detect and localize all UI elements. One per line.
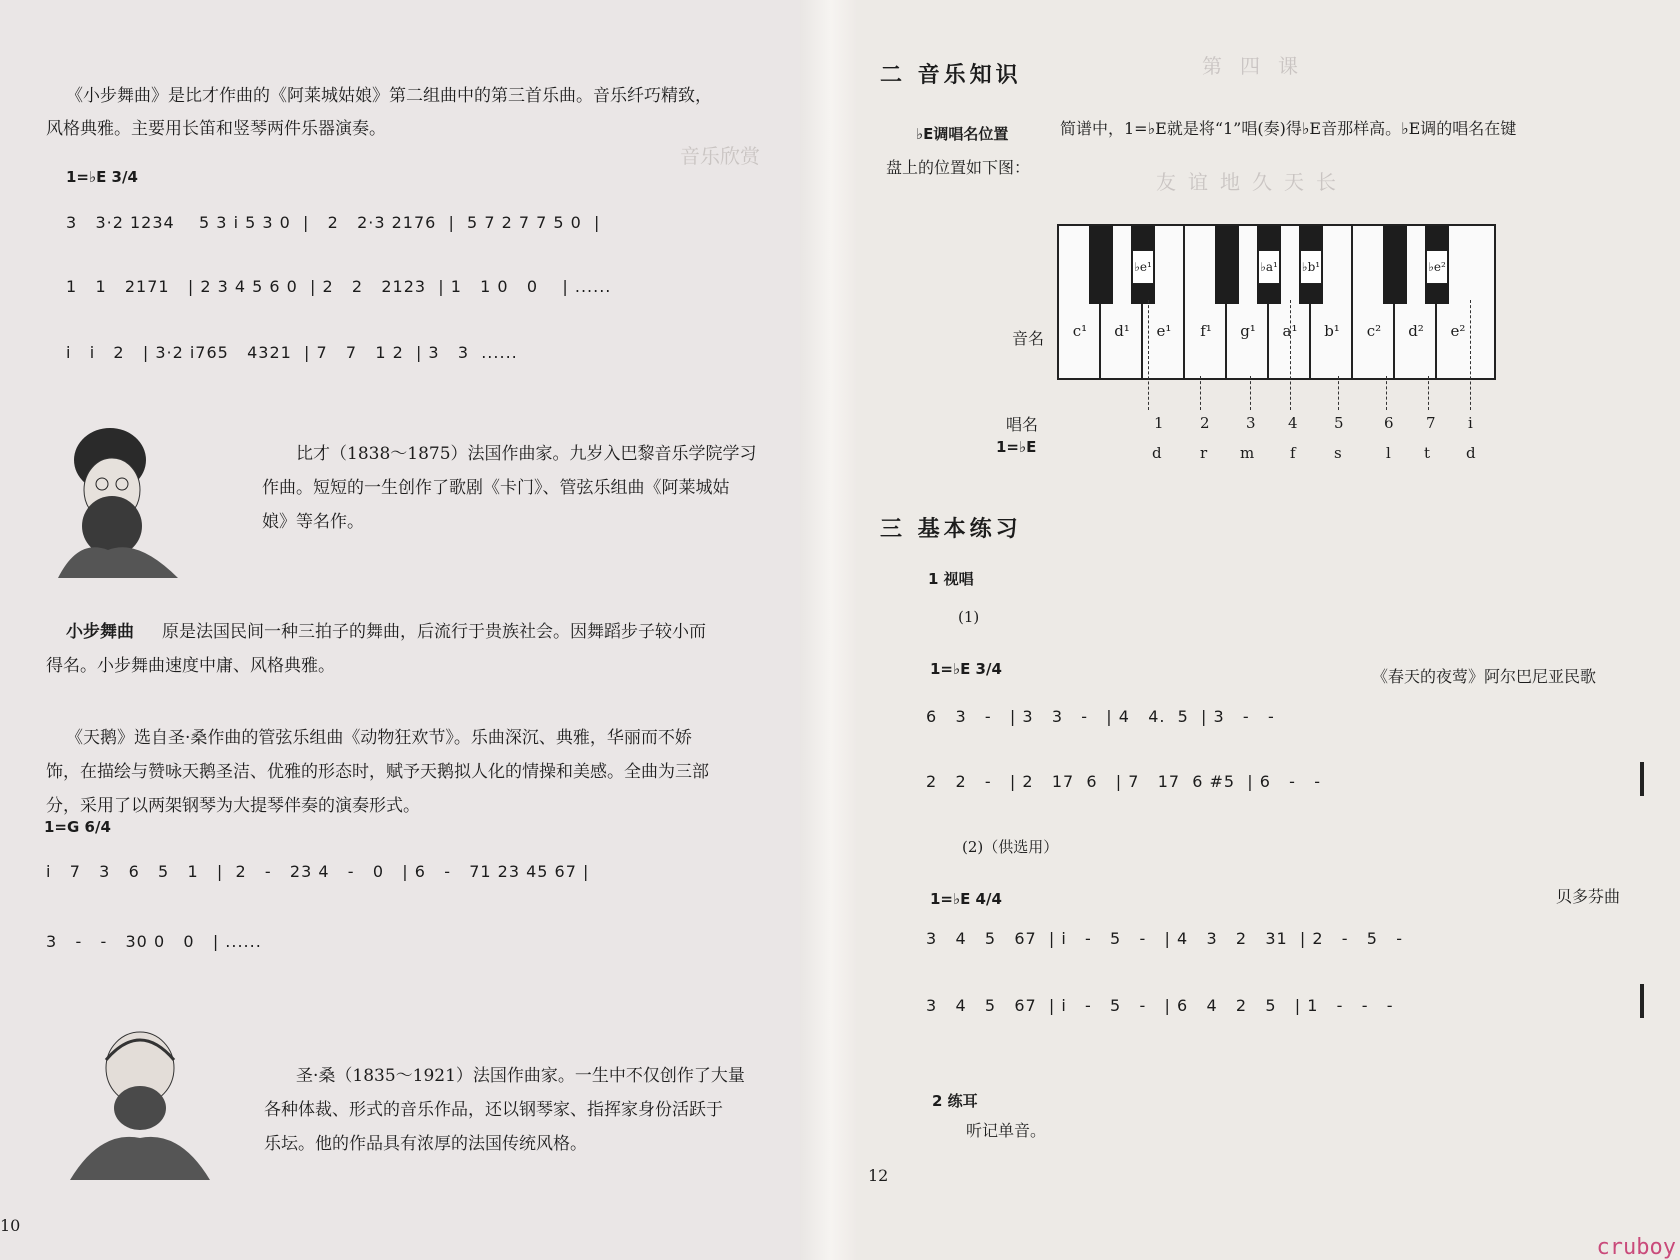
book-gutter (800, 0, 856, 1260)
scale-number: 1 (1154, 414, 1164, 432)
note-label: e² (1450, 322, 1466, 340)
scale-number: 4 (1288, 414, 1298, 432)
score-row: 6 3 - | 3 3 - | 4 4. 5 | 3 - - (926, 707, 1275, 726)
minuet-term: 小步舞曲 (66, 622, 134, 642)
exercise-number: (1) (958, 608, 980, 626)
score-row: 3 3·2 1234 5 3 i 5 3 0 | 2 2·3 2176 | 5 7 2 7 7 5 0 | (66, 213, 601, 232)
leader-line (1148, 300, 1149, 410)
leader-line (1200, 376, 1201, 410)
saint-saens-portrait (60, 1020, 220, 1180)
saens-bio-3: 乐坛。他的作品具有浓厚的法国传统风格。 (264, 1134, 587, 1154)
black-key (1089, 226, 1113, 304)
score-row: 2 2 - | 2 17 6 | 7 17 6 #5 | 6 - - (926, 772, 1321, 791)
note-label: d² (1408, 322, 1424, 340)
section-heading-basic-practice: 三 基本练习 (880, 517, 1022, 542)
eflat-position-title: ♭E调唱名位置 (916, 125, 1009, 143)
swan-para-2: 饰，在描绘与赞咏天鹅圣洁、优雅的形态时，赋予天鹅拟人化的情操和美感。全曲为三部 (46, 762, 709, 782)
black-key (1299, 226, 1323, 304)
bizet-bio-2: 作曲。短短的一生创作了歌剧《卡门》、管弦乐组曲《阿莱城姑 (262, 478, 730, 498)
para-minuet-intro-1: 《小步舞曲》是比才作曲的《阿莱城姑娘》第二组曲中的第三首乐曲。音乐纤巧精致， (66, 86, 712, 106)
score-row: i i 2 | 3·2 i765 4321 | 7 7 1 2 | 3 3 ...... (66, 343, 518, 362)
swan-para-1: 《天鹅》选自圣·桑作曲的管弦乐组曲《动物狂欢节》。乐曲深沉、典雅，华丽而不娇 (66, 728, 692, 748)
solfege-syllable: s (1334, 444, 1342, 462)
highlighted-key-label: ♭e¹ (1132, 250, 1154, 284)
black-key (1131, 226, 1155, 304)
sing-key: 1=♭E (996, 438, 1037, 456)
left-page (0, 0, 800, 1260)
black-key (1425, 226, 1449, 304)
leader-line (1470, 300, 1471, 410)
highlighted-key-label: ♭e² (1426, 250, 1448, 284)
leader-line (1290, 300, 1291, 410)
solfege-syllable: t (1424, 444, 1431, 462)
watermark: cruboy (1596, 1235, 1676, 1260)
black-key (1383, 226, 1407, 304)
leader-line (1428, 376, 1429, 410)
score-row: 1 1 2171 | 2 3 4 5 6 0 | 2 2 2123 | 1 1 0 0 | ...... (66, 277, 612, 296)
score-row: i 7 3 6 5 1 | 2 - 23 4 - 0 | 6 - 71 23 45 67 | (46, 862, 590, 881)
sing-label: 唱名 (1006, 415, 1039, 434)
bizet-bio-3: 娘》等名作。 (262, 512, 364, 532)
exercise-source: 贝多芬曲 (1556, 887, 1621, 906)
ghost-text: 友谊地久天长 (1156, 170, 1348, 194)
exercise-ear-training-title: 2 练耳 (932, 1092, 978, 1110)
black-key (1215, 226, 1239, 304)
exercise-key: 1=♭E 4/4 (930, 890, 1002, 908)
key-signature-1: 1=♭E 3/4 (66, 168, 138, 186)
exercise-source: 《春天的夜莺》阿尔巴尼亚民歌 (1372, 667, 1597, 686)
score-row: 3 4 5 67 | i - 5 - | 4 3 2 31 | 2 - 5 - (926, 929, 1403, 948)
minuet-def-1: 原是法国民间一种三拍子的舞曲，后流行于贵族社会。因舞蹈步子较小而 (162, 622, 706, 642)
piano-keyboard (1057, 224, 1496, 380)
page-number-right: 12 (868, 1166, 889, 1185)
bizet-portrait (38, 418, 188, 578)
bizet-bio-1: 比才（1838～1875）法国作曲家。九岁入巴黎音乐学院学习 (296, 444, 757, 464)
scale-number: 6 (1384, 414, 1394, 432)
solfege-syllable: d (1466, 444, 1476, 462)
scale-number: 5 (1334, 414, 1344, 432)
note-label: e¹ (1156, 322, 1172, 340)
note-label: d¹ (1114, 322, 1130, 340)
eflat-position-text-2: 盘上的位置如下图： (886, 158, 1031, 177)
ghost-text: 音乐欣赏 (680, 144, 760, 168)
note-label: c¹ (1072, 322, 1088, 340)
note-label: c² (1366, 322, 1382, 340)
final-barline (1640, 762, 1644, 796)
note-label: f¹ (1200, 322, 1212, 340)
solfege-syllable: f (1290, 444, 1296, 462)
leader-line (1250, 376, 1251, 410)
para-minuet-intro-2: 风格典雅。主要用长笛和竖琴两件乐器演奏。 (46, 119, 386, 139)
leader-line (1338, 376, 1339, 410)
solfege-syllable: m (1240, 444, 1255, 462)
score-row: 3 4 5 67 | i - 5 - | 6 4 2 5 | 1 - - - (926, 996, 1394, 1015)
section-heading-music-knowledge: 二 音乐知识 (880, 63, 1022, 88)
scale-number: 7 (1426, 414, 1436, 432)
highlighted-key-label: ♭a¹ (1258, 250, 1280, 284)
minuet-def-2: 得名。小步舞曲速度中庸、风格典雅。 (46, 656, 335, 676)
scale-number: 2 (1200, 414, 1210, 432)
exercise-ear-training-text: 听记单音。 (966, 1121, 1047, 1140)
note-label: a¹ (1282, 322, 1298, 340)
leader-line (1386, 376, 1387, 410)
solfege-syllable: d (1152, 444, 1162, 462)
final-barline (1640, 984, 1644, 1018)
right-page (856, 0, 1680, 1260)
solfege-syllable: r (1200, 444, 1208, 462)
note-label: g¹ (1240, 322, 1256, 340)
key-signature-2: 1=G 6/4 (44, 818, 111, 836)
eflat-position-text-1: 简谱中，1=♭E就是将“1”唱(奏)得♭E音那样高。♭E调的唱名在键 (1060, 119, 1517, 138)
page-number-left: 10 (0, 1216, 21, 1235)
scale-number: i (1468, 414, 1473, 432)
highlighted-key-label: ♭b¹ (1300, 250, 1322, 284)
note-label: b¹ (1324, 322, 1340, 340)
swan-para-3: 分，采用了以两架钢琴为大提琴伴奏的演奏形式。 (46, 796, 420, 816)
note-names-label: 音名 (1012, 329, 1045, 348)
exercise-number: (2)（供选用） (962, 838, 1059, 856)
exercise-key: 1=♭E 3/4 (930, 660, 1002, 678)
ghost-text: 第四课 (1202, 54, 1316, 78)
scale-number: 3 (1246, 414, 1256, 432)
exercise-sight-singing-title: 1 视唱 (928, 570, 974, 588)
saens-bio-1: 圣·桑（1835～1921）法国作曲家。一生中不仅创作了大量 (296, 1066, 745, 1086)
black-key (1257, 226, 1281, 304)
saens-bio-2: 各种体裁、形式的音乐作品，还以钢琴家、指挥家身份活跃于 (264, 1100, 723, 1120)
score-row: 3 - - 30 0 0 | ...... (46, 932, 262, 951)
solfege-syllable: l (1386, 444, 1391, 462)
